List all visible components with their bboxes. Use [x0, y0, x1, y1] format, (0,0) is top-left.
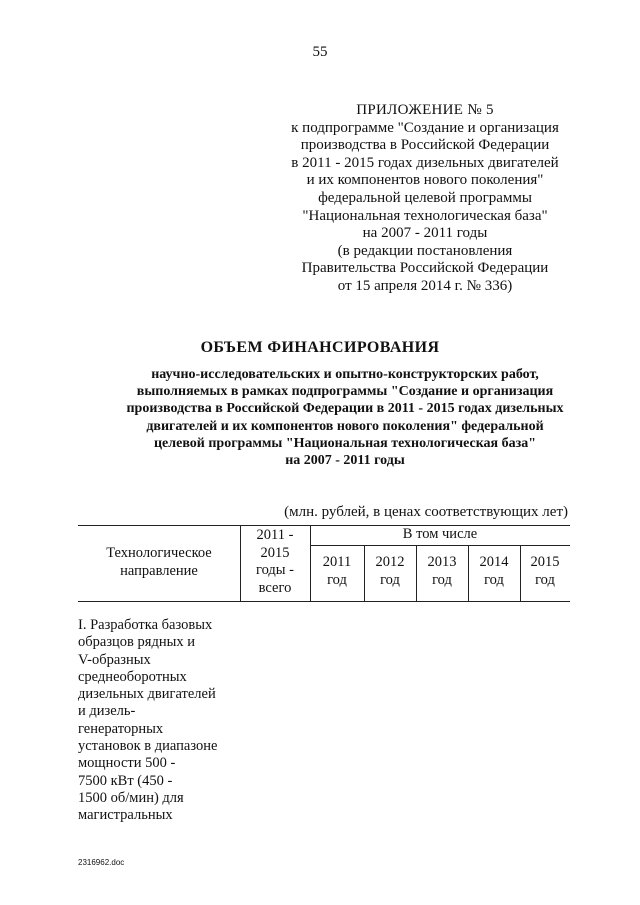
subtitle-line: целевой программы "Национальная технологическая база"	[153, 435, 537, 451]
file-name-footer: 2316962.doc	[78, 858, 125, 867]
section-line: образцов рядных и	[78, 634, 195, 651]
document-heading: ОБЪЕМ ФИНАНСИРОВАНИЯ	[200, 339, 440, 356]
appendix-block	[280, 102, 570, 296]
subtitle-line: научно-исследовательских и опытно-конструкторских работ,	[151, 367, 539, 382]
year-value: 2013	[427, 554, 457, 570]
appendix-line: Правительства Российской Федерации	[301, 260, 549, 277]
section-line: 1500 об/мин) для	[78, 789, 184, 806]
section-line: среднеоборотных	[78, 668, 187, 685]
section-line: мощности 500 -	[78, 755, 176, 772]
table-subheader-divider	[310, 545, 570, 546]
header-text: 2015	[260, 544, 290, 561]
section-line: генераторных	[78, 720, 164, 737]
document-subtitle	[110, 366, 580, 469]
header-year-2011	[310, 554, 364, 589]
appendix-line: и их компонентов нового поколения"	[306, 172, 544, 189]
section-line: 7500 кВт (450 -	[78, 772, 173, 789]
year-value: 2011	[322, 554, 352, 570]
appendix-line: от 15 апреля 2014 г. № 336)	[337, 277, 513, 294]
header-text: годы -	[256, 562, 294, 578]
year-unit: год	[380, 571, 400, 588]
header-text: 2011 -	[256, 527, 294, 543]
section-line: I. Разработка базовых	[78, 617, 213, 633]
appendix-line: на 2007 - 2011 годы	[362, 225, 488, 242]
subtitle-line: производства в Российской Федерации в 2011 - 2015 годах дизельных	[126, 401, 564, 417]
subtitle-line: двигателей и их компонентов нового поколения" федеральной	[146, 418, 544, 434]
header-text: направление	[120, 562, 198, 579]
year-value: 2015	[530, 554, 560, 570]
year-unit: год	[535, 571, 555, 588]
appendix-line: к подпрограмме "Создание и организация	[291, 119, 559, 136]
section-line: V-образных	[78, 651, 151, 668]
year-unit: год	[484, 571, 504, 588]
header-technological-direction	[78, 545, 240, 580]
section-line: дизельных двигателей	[78, 686, 216, 703]
appendix-line: в 2011 - 2015 годах дизельных двигателей	[291, 154, 559, 171]
header-text: Технологическое	[106, 545, 212, 561]
section-line: магистральных	[78, 807, 173, 824]
header-year-2012	[364, 554, 416, 589]
appendix-line: "Национальная технологическая база"	[302, 207, 548, 224]
subtitle-line: выполняемых в рамках подпрограммы "Создание и организация	[136, 384, 554, 400]
header-including: В том числе	[402, 526, 478, 542]
subtitle-line: на 2007 - 2011 годы	[285, 453, 405, 469]
header-year-2014	[468, 554, 520, 589]
units-note: (млн. рублей, в ценах соответствующих лет)	[284, 504, 568, 520]
header-text: всего	[258, 579, 292, 596]
year-unit: год	[327, 571, 347, 588]
table-header-bottom-border	[78, 601, 570, 602]
section-line: установок в диапазоне	[78, 738, 218, 755]
year-value: 2014	[479, 554, 509, 570]
section-line: и дизель-	[78, 703, 136, 720]
appendix-line: федеральной целевой программы	[318, 189, 532, 206]
appendix-line: (в редакции постановления	[337, 242, 513, 259]
header-total-2011-2015	[240, 527, 310, 597]
header-year-2013	[416, 554, 468, 589]
appendix-title: ПРИЛОЖЕНИЕ № 5	[356, 102, 494, 118]
year-value: 2012	[375, 554, 405, 570]
page-number: 55	[312, 44, 328, 60]
year-unit: год	[432, 571, 452, 588]
appendix-line: производства в Российской Федерации	[300, 137, 550, 154]
table-section-title	[78, 617, 258, 825]
header-year-2015	[520, 554, 570, 589]
